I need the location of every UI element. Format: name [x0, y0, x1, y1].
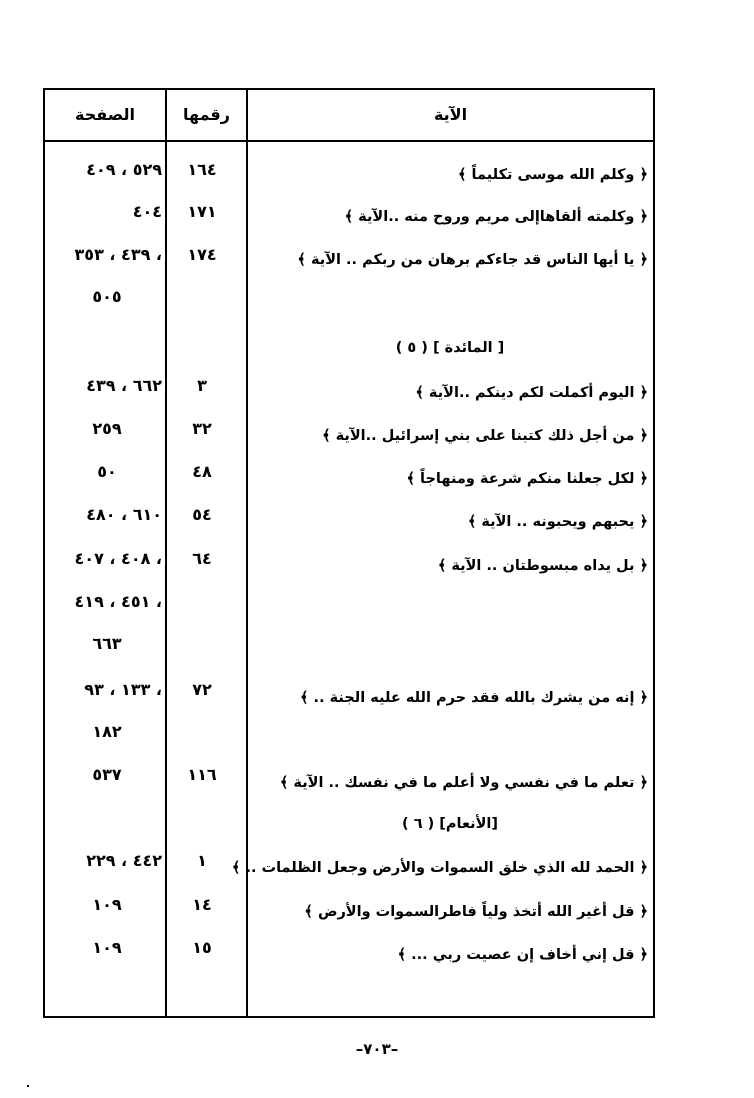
ayah-number: ١٤	[192, 895, 212, 914]
page-refs: ٥٠	[97, 462, 117, 481]
ayah-number: ٣	[197, 376, 207, 395]
page-refs: ٢٥٩	[92, 419, 122, 438]
page-refs: ١٠٩	[92, 938, 122, 957]
page-refs: ٥٠٥	[92, 287, 122, 306]
ayah-text: ﴿ اليوم أكملت لكم دينكم ..الآية ﴾	[415, 385, 648, 401]
header-page: الصفحة	[74, 105, 135, 124]
ayah-text: ﴿ وكلم الله موسى تكليماً ﴾	[458, 167, 648, 183]
page-refs: ٥٣٧	[92, 765, 122, 784]
header-number: رقمها	[183, 105, 230, 124]
ayah-text: ﴿ يا أيها الناس قد جاءكم برهان من ربكم .. الآية ﴾	[297, 252, 648, 268]
ayah-text: ﴿ من أجل ذلك كتبنا على بني إسرائيل ..الآية ﴾	[322, 428, 648, 444]
page-refs: ، ٤٣٩ ، ٣٥٣	[74, 245, 162, 264]
page-refs: ، ٤٥١ ، ٤١٩	[74, 592, 162, 611]
page-refs: ٦٦٣	[92, 634, 122, 653]
ayah-number: ١٥	[192, 938, 212, 957]
ayah-number: ١	[197, 851, 207, 870]
page-refs: ٤٠٤	[132, 202, 162, 221]
ayah-number: ١٧٤	[187, 245, 217, 264]
page-refs: ٦١٠ ، ٤٨٠	[86, 505, 162, 524]
ayah-number: ١٦٤	[187, 160, 217, 179]
ayah-number: ٧٢	[192, 680, 212, 699]
page-refs: ، ٤٠٨ ، ٤٠٧	[74, 549, 162, 568]
ayah-text: ﴿ لكل جعلنا منكم شرعة ومنهاجاً ﴾	[406, 471, 648, 487]
page-refs: ، ١٣٣ ، ٩٣	[84, 680, 162, 699]
ayah-number: ٤٨	[192, 462, 212, 481]
page-refs: ٤٤٢ ، ٢٢٩	[86, 851, 162, 870]
ayah-text: ﴿ قل أغير الله أتخذ ولياً فاطرالسموات والأرض ﴾	[304, 904, 648, 920]
surah-heading: [ المائدة ] ( ٥ )	[395, 340, 505, 356]
ayah-number: ١١٦	[187, 765, 217, 784]
page-refs: ٥٢٩ ، ٤٠٩	[86, 160, 162, 179]
ayah-text: ﴿ الحمد لله الذي خلق السموات والأرض وجعل الظلمات .. ﴾	[231, 860, 648, 876]
page-refs: ١٠٩	[92, 895, 122, 914]
ayah-number: ٣٢	[192, 419, 212, 438]
page-number: –٧٠٣–	[355, 1040, 399, 1058]
ayah-text: ﴿ بل يداه مبسوطتان .. الآية ﴾	[437, 558, 648, 574]
ayah-number: ٦٤	[192, 549, 212, 568]
ayah-text: ﴿ إنه من يشرك بالله فقد حرم الله عليه الجنة .. ﴾	[300, 690, 648, 706]
ayah-number: ٥٤	[192, 505, 212, 524]
scan-speck	[27, 1085, 29, 1087]
header-divider	[43, 140, 655, 142]
ayah-text: ﴿ تعلم ما في نفسي ولا أعلم ما في نفسك .. الآية ﴾	[279, 775, 648, 791]
ayah-number: ١٧١	[187, 202, 217, 221]
page-refs: ١٨٢	[92, 722, 122, 741]
page-refs: ٦٦٢ ، ٤٣٩	[86, 376, 162, 395]
surah-heading: [الأنعام] ( ٦ )	[402, 816, 498, 832]
ayah-text: ﴿ قل إني أخاف إن عصيت ربي ... ﴾	[397, 947, 648, 963]
ayah-text: ﴿ وكلمته ألقاهاإلى مريم وروح منه ..الآية ﴾	[344, 209, 648, 225]
header-ayah: الآية	[433, 105, 468, 124]
ayah-text: ﴿ يحبهم ويحبونه .. الآية ﴾	[467, 514, 648, 530]
